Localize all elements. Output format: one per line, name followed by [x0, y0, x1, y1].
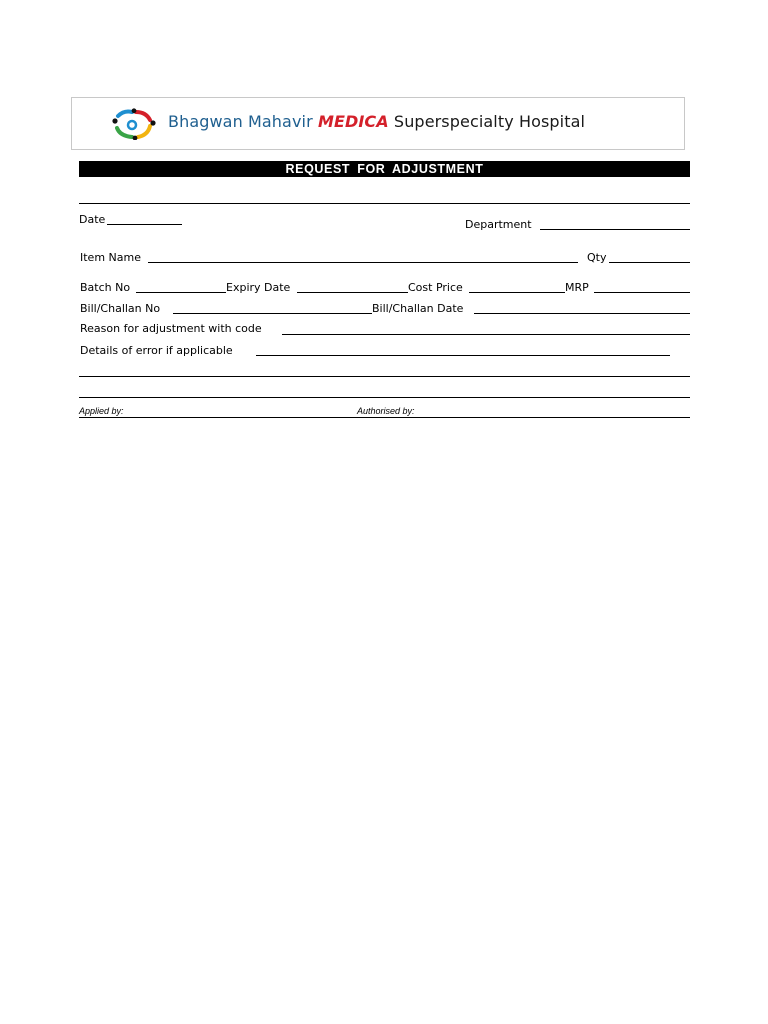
mrp-field[interactable]: [594, 292, 690, 293]
bill-challan-no-field[interactable]: [173, 313, 372, 314]
reason-field[interactable]: [282, 334, 690, 335]
bill-challan-date-field[interactable]: [474, 313, 690, 314]
department-label: Department: [465, 218, 532, 231]
bill-challan-no-label: Bill/Challan No: [80, 302, 161, 315]
cost-price-field[interactable]: [469, 292, 565, 293]
date-label: Date: [79, 213, 106, 226]
expiry-date-label: Expiry Date: [226, 281, 291, 294]
batch-no-label: Batch No: [80, 281, 131, 294]
item-name-field[interactable]: [148, 262, 578, 263]
form-title: REQUEST FOR ADJUSTMENT: [79, 161, 690, 177]
signature-line[interactable]: [79, 417, 690, 418]
item-name-label: Item Name: [80, 251, 141, 264]
qty-label: Qty: [587, 251, 607, 264]
applied-by-label: Applied by:: [79, 406, 124, 416]
batch-no-field[interactable]: [136, 292, 226, 293]
details-field[interactable]: [256, 355, 670, 356]
bill-challan-date-label: Bill/Challan Date: [372, 302, 464, 315]
qty-field[interactable]: [609, 262, 690, 263]
mrp-label: MRP: [565, 281, 589, 294]
date-field[interactable]: [107, 224, 182, 225]
hospital-name-part3: Superspecialty Hospital: [388, 112, 586, 131]
department-field[interactable]: [540, 229, 690, 230]
hospital-name-part2: MEDICA: [317, 112, 389, 131]
divider-line: [79, 203, 690, 204]
authorised-by-label: Authorised by:: [357, 406, 415, 416]
details-continuation-line[interactable]: [79, 397, 690, 398]
reason-label: Reason for adjustment with code: [80, 322, 262, 335]
details-continuation-line[interactable]: [79, 376, 690, 377]
cost-price-label: Cost Price: [408, 281, 463, 294]
hospital-name: [168, 112, 585, 131]
hospital-header: [71, 97, 685, 150]
details-label: Details of error if applicable: [80, 344, 233, 357]
expiry-date-field[interactable]: [297, 292, 408, 293]
people-circle-logo-icon: [108, 108, 160, 140]
hospital-name-part1: Bhagwan Mahavir: [168, 112, 318, 131]
